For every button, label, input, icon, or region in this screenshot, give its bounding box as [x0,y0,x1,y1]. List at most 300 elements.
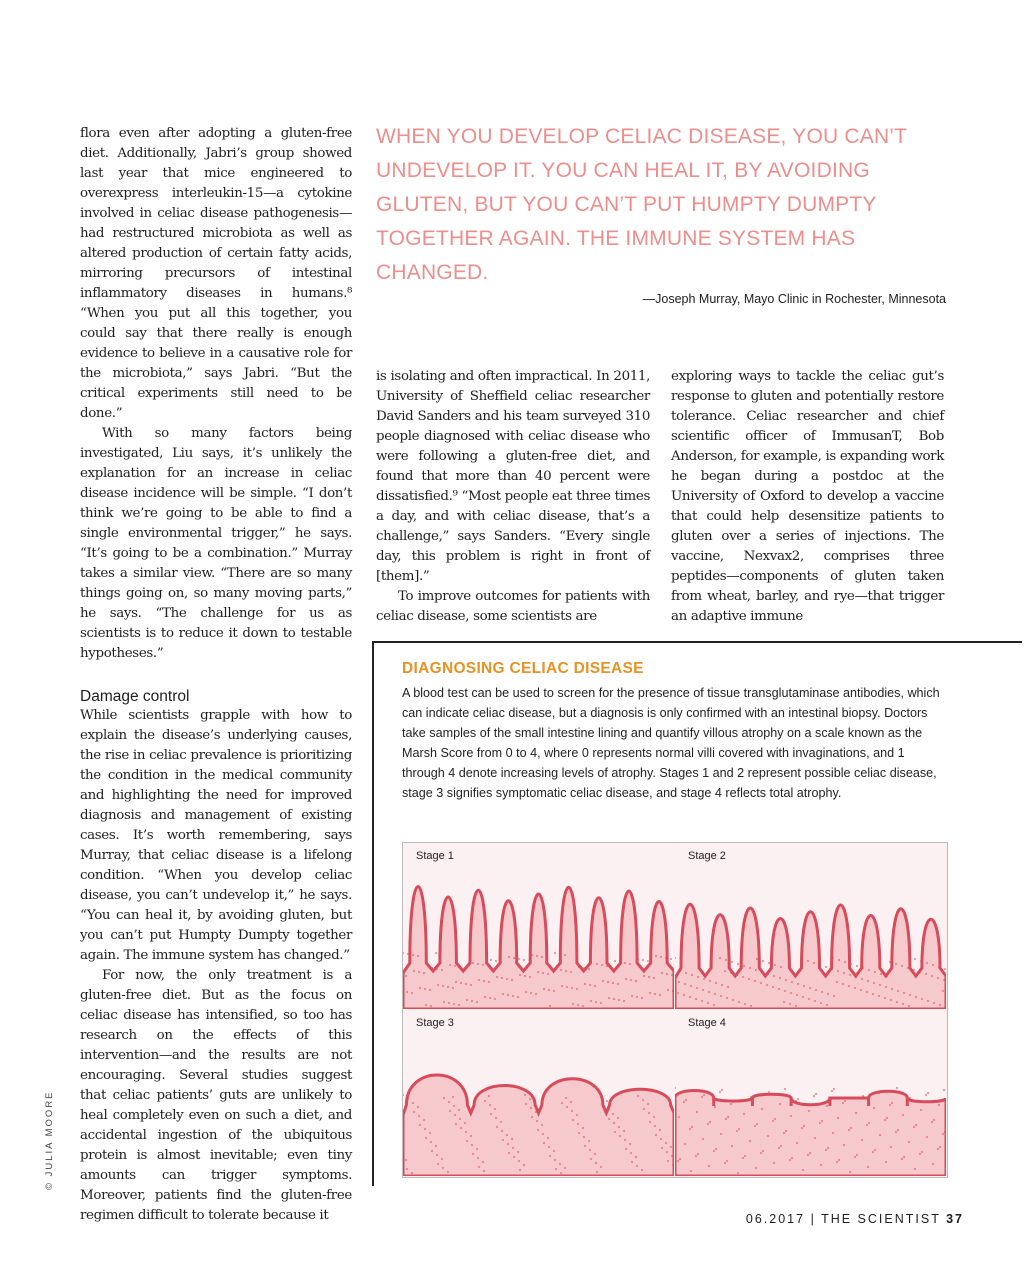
tissue-cell-dot [478,979,480,981]
sidebar-body: A blood test can be used to screen for the presence of tissue transglutaminase antibodies, which can indicate celiac disease, but a diagnosis is only confirmed with an intestinal biopsy. Doctors take samples of the small intestine lining and quantify villous atrophy on a scale known as the Marsh Score from 0 to 4, where 0 represents normal villi covered with invaginations, and 1 through 4 denote increasing levels of atrophy. Stages 1 and 2 represent possible celiac disease, stage 3 signifies symptomatic celiac disease, and stage 4 reflects total atrophy. [402,686,940,800]
tissue-cell-dot [939,1146,941,1148]
tissue-cell-dot [730,972,732,974]
tissue-cell-dot [926,962,928,964]
tissue-cell-dot [613,998,615,1000]
stage-4-panel [675,1010,946,1176]
tissue-cell-dot [848,1129,850,1131]
tissue-cell-dot [561,985,563,987]
tissue-cell-dot [600,1166,602,1168]
tissue-cell-dot [629,1143,631,1145]
tissue-cell-dot [789,1159,791,1161]
tissue-cell-dot [488,981,490,983]
tissue-cell-dot [678,981,680,983]
tissue-cell-dot [524,1094,526,1096]
tissue-cell-dot [702,1138,704,1140]
tissue-cell-dot [684,1143,686,1145]
tissue-cell-dot [850,1127,852,1129]
tissue-cell-dot [795,1100,797,1102]
tissue-cell-dot [732,1101,734,1103]
tissue-cell-dot [889,961,891,963]
tissue-cell-dot [671,1155,673,1157]
tissue-cell-dot [643,975,645,977]
tissue-cell-dot [489,997,491,999]
tissue-cell-dot [720,995,722,997]
tissue-cell-dot [827,993,829,995]
tissue-cell-dot [431,1150,433,1152]
tissue-cell-dot [838,1159,840,1161]
tissue-cell-dot [577,1004,579,1006]
tissue-cell-dot [885,1161,887,1163]
tissue-cell-dot [541,956,543,958]
tissue-cell-dot [536,1120,538,1122]
tissue-cell-dot [903,992,905,994]
tissue-cell-dot [637,1095,639,1097]
tissue-cell-dot [665,957,667,959]
tissue-cell-dot [878,1092,880,1094]
tissue-cell-dot [459,1118,461,1120]
tissue-cell-dot [714,1106,716,1108]
tissue-cell-dot [661,972,663,974]
tissue-cell-dot [441,1158,443,1160]
tissue-cell-dot [565,1097,567,1099]
tissue-cell-dot [921,998,923,1000]
tissue-cell-dot [406,1168,408,1170]
tissue-cell-dot [778,988,780,990]
tissue-cell-dot [772,986,774,988]
body-paragraph: exploring ways to tackle the celiac gut’s response to gluten and potentially restore tolerance. Celiac researcher and chief scientific officer of ImmusanT, Bob Anderson, for example, is expanding work he began during a postdoc at the University of Oxford to develop a vaccine that could help desensitize patients to gluten over a series of injections. The vaccine, Nexvax2, comprises three peptides—components of gluten taken from wheat, barley, and rye—that trigger an adaptive immune [671,369,944,624]
tissue-cell-dot [659,1129,661,1131]
tissue-cell-dot [535,1111,537,1113]
tissue-cell-dot [518,1160,520,1162]
tissue-cell-dot [453,1105,455,1107]
tissue-cell-dot [519,1169,521,1171]
tissue-cell-dot [731,961,733,963]
tissue-cell-dot [913,1126,915,1128]
tissue-cell-dot [709,1121,711,1123]
tissue-cell-dot [412,954,414,956]
tissue-cell-dot [490,1113,492,1115]
tissue-cell-dot [821,991,823,993]
tissue-cell-dot [547,973,549,975]
tissue-cell-dot [508,956,510,958]
tissue-cell-dot [511,979,513,981]
tissue-cell-dot [472,962,474,964]
tissue-cell-dot [801,1127,803,1129]
tissue-cell-dot [679,970,681,972]
tissue-cell-dot [902,1114,904,1116]
tissue-cell-dot [726,997,728,999]
tissue-cell-dot [502,1139,504,1141]
tissue-cell-dot [879,1134,881,1136]
tissue-cell-dot [801,958,803,960]
tissue-cell-dot [943,1089,945,1091]
tissue-cell-dot [772,1120,774,1122]
tissue-cell-dot [754,1125,756,1127]
tissue-cell-dot [689,1128,691,1130]
tissue-cell-dot [873,982,875,984]
tissue-cell-dot [701,1096,703,1098]
body-paragraph: For now, the only treatment is a gluten-free diet. But as the focus on celiac disease has intensified, so too has research on the effects of this intervention—and the results are not encouraging. Several studies suggest that celiac patients’ guts are unlikely to heal completely even on such a diet, and accidental ingestion of the ubiquitous protein is almost inevitable; even tiny amounts can trigger symptoms. Moreover, patients find the gluten-free regimen difficult to tolerate because it [80,968,352,1223]
tissue-cell-dot [725,959,727,961]
tissue-cell-dot [631,995,633,997]
tissue-cell-dot [766,1093,768,1095]
tissue-cell-dot [774,964,776,966]
tissue-cell-dot [836,981,838,983]
tissue-cell-dot [583,1136,585,1138]
tissue-cell-dot [666,1151,668,1153]
tissue-cell-dot [588,968,590,970]
tissue-cell-dot [549,1155,551,1157]
tissue-cell-dot [566,1106,568,1108]
tissue-cell-dot [943,979,945,981]
tissue-cell-dot [762,1150,764,1152]
tissue-cell-dot [513,957,515,959]
tissue-cell-dot [441,969,443,971]
tissue-cell-dot [425,1137,427,1139]
tissue-cell-dot [938,1104,940,1106]
tissue-cell-dot [861,978,863,980]
tissue-cell-dot [885,986,887,988]
tissue-cell-dot [614,960,616,962]
tissue-cell-dot [768,962,770,964]
tissue-cell-dot [460,982,462,984]
tissue-cell-dot [560,969,562,971]
tissue-cell-dot [555,968,557,970]
tissue-cell-dot [594,1153,596,1155]
tissue-cell-dot [921,1151,923,1153]
tissue-cell-dot [790,992,792,994]
tissue-cell-dot [802,996,804,998]
tissue-cell-dot [572,1119,574,1121]
tissue-cell-dot [618,999,620,1001]
tissue-cell-dot [868,1122,870,1124]
tissue-cell-dot [684,983,686,985]
tissue-cell-dot [496,976,498,978]
tissue-cell-dot [807,1154,809,1156]
tissue-cell-dot [937,977,939,979]
tissue-cell-dot [909,1097,911,1099]
tissue-cell-dot [737,963,739,965]
tissue-cell-dot [744,1155,746,1157]
tissue-cell-dot [435,952,437,954]
tissue-cell-dot [838,959,840,961]
tissue-cell-dot [572,1003,574,1005]
tissue-cell-dot [703,1094,705,1096]
tissue-cell-dot [631,1161,633,1163]
article-column-1 [80,124,352,1226]
tissue-cell-dot [460,1127,462,1129]
tissue-cell-dot [417,955,419,957]
tissue-cell-dot [507,994,509,996]
article-column-2 [376,367,650,627]
tissue-cell-dot [927,1000,929,1002]
tissue-cell-dot [648,976,650,978]
tissue-cell-dot [797,983,799,985]
tissue-cell-dot [767,973,769,975]
tissue-cell-dot [476,1148,478,1150]
tissue-cell-dot [872,1151,874,1153]
tissue-cell-dot [536,955,538,957]
tissue-cell-dot [915,1124,917,1126]
tissue-cell-dot [707,1002,709,1004]
tissue-cell-dot [483,980,485,982]
tissue-cell-dot [708,991,710,993]
tissue-cell-dot [920,1109,922,1111]
tissue-cell-dot [642,959,644,961]
tissue-cell-dot [659,994,661,996]
tissue-cell-dot [625,1148,627,1150]
tissue-cell-dot [447,1171,449,1173]
tissue-cell-dot [783,1001,785,1003]
tissue-cell-dot [795,1005,797,1007]
tissue-cell-dot [902,1003,904,1005]
tissue-cell-dot [471,1144,473,1146]
tissue-cell-dot [907,1099,909,1101]
tissue-cell-dot [506,978,508,980]
tissue-cell-dot [607,981,609,983]
tissue-cell-dot [590,1158,592,1160]
tissue-cell-dot [683,994,685,996]
tissue-cell-dot [925,973,927,975]
tissue-cell-dot [886,975,888,977]
tissue-cell-dot [578,1132,580,1134]
tissue-cell-dot [470,1135,472,1137]
stage-1-panel [403,843,674,1009]
tissue-cell-dot [814,1137,816,1139]
tissue-cell-dot [724,970,726,972]
tissue-surface [403,887,674,1010]
tissue-cell-dot [803,1125,805,1127]
tissue-cell-dot [405,975,407,977]
tissue-cell-dot [727,986,729,988]
tissue-cell-dot [937,1148,939,1150]
tissue-cell-dot [653,977,655,979]
tissue-cell-dot [756,958,758,960]
tissue-cell-dot [773,1162,775,1164]
tissue-cell-dot [407,953,409,955]
tissue-cell-dot [660,1138,662,1140]
tissue-cell-dot [655,1134,657,1136]
tissue-cell-dot [750,1005,752,1007]
tissue-cell-dot [418,971,420,973]
tissue-cell-dot [501,1130,503,1132]
tissue-cell-dot [458,1004,460,1006]
tissue-cell-dot [867,980,869,982]
pull-quote-attribution: —Joseph Murray, Mayo Clinic in Rochester, Minnesota [642,292,946,306]
tissue-cell-dot [719,957,721,959]
stage-2-tissue-illustration [675,843,946,1009]
tissue-cell-dot [454,965,456,967]
tissue-cell-dot [654,993,656,995]
tissue-cell-dot [667,1160,669,1162]
tissue-cell-dot [874,1149,876,1151]
tissue-cell-dot [511,1138,513,1140]
tissue-cell-dot [635,980,637,982]
tissue-cell-dot [496,1126,498,1128]
tissue-cell-dot [636,996,638,998]
tissue-cell-dot [774,1118,776,1120]
tissue-cell-dot [919,971,921,973]
tissue-cell-dot [933,1002,935,1004]
tissue-cell-dot [843,1144,845,1146]
tissue-cell-dot [495,1117,497,1119]
tissue-cell-dot [541,1124,543,1126]
tissue-cell-dot [938,966,940,968]
tissue-cell-dot [727,1116,729,1118]
tissue-cell-dot [696,987,698,989]
tissue-cell-dot [500,1121,502,1123]
tissue-cell-dot [931,1121,933,1123]
tissue-cell-dot [944,1131,946,1133]
tissue-cell-dot [512,1147,514,1149]
tissue-cell-dot [623,1130,625,1132]
tissue-cell-dot [435,1145,437,1147]
tissue-cell-dot [425,1004,427,1006]
tissue-cell-dot [482,964,484,966]
tissue-cell-dot [454,1114,456,1116]
tissue-cell-dot [677,992,679,994]
tissue-cell-dot [472,1153,474,1155]
tissue-cell-dot [714,993,716,995]
tissue-cell-dot [590,1000,592,1002]
tissue-cell-dot [523,1164,525,1166]
tissue-cell-dot [661,1147,663,1149]
tissue-cell-dot [672,990,674,992]
tissue-cell-dot [848,985,850,987]
tissue-cell-dot [862,1095,864,1097]
tissue-cell-dot [571,1110,573,1112]
tissue-cell-dot [612,1113,614,1115]
tissue-cell-dot [648,1112,650,1114]
tissue-cell-dot [576,1114,578,1116]
tissue-cell-dot [625,978,627,980]
photo-credit: © JULIA MOORE [44,1090,55,1190]
tissue-cell-dot [707,1123,709,1125]
tissue-cell-dot [630,979,632,981]
tissue-cell-dot [564,1167,566,1169]
stage-label: Stage 1 [416,850,454,862]
tissue-cell-dot [760,982,762,984]
tissue-cell-dot [629,963,631,965]
tissue-cell-dot [530,992,532,994]
tissue-cell-dot [761,1108,763,1110]
tissue-cell-dot [429,1132,431,1134]
publication-name: THE SCIENTIST [821,1212,941,1226]
tissue-cell-dot [931,975,933,977]
tissue-cell-dot [942,990,944,992]
tissue-cell-dot [465,983,467,985]
tissue-cell-dot [543,988,545,990]
tissue-cell-dot [724,1162,726,1164]
tissue-cell-dot [925,1094,927,1096]
tissue-cell-dot [809,1152,811,1154]
tissue-cell-dot [525,1103,527,1105]
tissue-cell-dot [513,1156,515,1158]
tissue-cell-dot [619,961,621,963]
tissue-cell-dot [915,996,917,998]
tissue-cell-dot [517,996,519,998]
tissue-cell-dot [641,1169,643,1171]
tissue-cell-dot [601,964,603,966]
tissue-cell-dot [636,1165,638,1167]
tissue-cell-dot [808,998,810,1000]
tissue-cell-dot [602,980,604,982]
tissue-cell-dot [856,1154,858,1156]
tissue-cell-dot [588,1140,590,1142]
tissue-cell-dot [691,1126,693,1128]
tissue-cell-dot [913,969,915,971]
tissue-cell-dot [736,974,738,976]
tissue-cell-dot [874,971,876,973]
tissue-cell-dot [850,963,852,965]
tissue-cell-dot [495,960,497,962]
tissue-cell-dot [470,984,472,986]
tissue-cell-dot [561,1102,563,1104]
tissue-cell-dot [732,999,734,1001]
stage-3-panel [403,1010,674,1176]
tissue-cell-dot [815,1093,817,1095]
tissue-cell-dot [455,981,457,983]
tissue-cell-dot [667,989,669,991]
tissue-cell-dot [613,1122,615,1124]
tissue-cell-dot [855,976,857,978]
tissue-cell-dot [691,974,693,976]
tissue-cell-dot [464,967,466,969]
tissue-cell-dot [825,1149,827,1151]
tissue-cell-dot [914,958,916,960]
tissue-cell-dot [453,1003,455,1005]
tissue-cell-dot [895,963,897,965]
tissue-cell-dot [405,1159,407,1161]
tissue-cell-dot [767,1135,769,1137]
tissue-cell-dot [430,1141,432,1143]
tissue-cell-dot [488,1095,490,1097]
tissue-cell-dot [553,1150,555,1152]
tissue-cell-dot [419,987,421,989]
tissue-cell-dot [920,960,922,962]
tissue-cell-dot [785,979,787,981]
tissue-cell-dot [624,1139,626,1141]
tissue-cell-dot [442,985,444,987]
tissue-cell-dot [860,1097,862,1099]
tissue-cell-dot [455,1123,457,1125]
tissue-cell-dot [412,1102,414,1104]
tissue-cell-dot [653,1116,655,1118]
tissue-cell-dot [617,1117,619,1119]
tissue-cell-dot [531,1116,533,1118]
tissue-cell-dot [750,1096,752,1098]
tissue-cell-dot [813,962,815,964]
tissue-cell-dot [642,1099,644,1101]
body-paragraph: flora even after adopting a gluten-free diet. Additionally, Jabri’s group showed last year that mice engineered to overexpress interleukin-15—a cytokine involved in celiac disease pathogenesis—had restructured microbiota as well as altered production of certain fatty acids, mirroring precursors of intestinal inflammatory diseases in humans.⁸ “When you put all this together, you could say that there really is enough evidence to believe in a causative role for the microbiota,” says Jabri. “But the critical experiments still need to be done.” [80,126,352,421]
tissue-cell-dot [537,971,539,973]
tissue-cell-dot [647,960,649,962]
tissue-cell-dot [880,1090,882,1092]
tissue-cell-dot [721,1089,723,1091]
tissue-cell-dot [500,961,502,963]
tissue-cell-dot [423,1119,425,1121]
tissue-cell-dot [927,1092,929,1094]
tissue-cell-dot [884,1119,886,1121]
tissue-cell-dot [565,970,567,972]
tissue-cell-dot [589,984,591,986]
tissue-cell-dot [897,1129,899,1131]
tissue-cell-dot [449,1110,451,1112]
tissue-cell-dot [701,1000,703,1002]
tissue-cell-dot [926,1136,928,1138]
biopsy-illustration-grid [402,842,948,1178]
tissue-cell-dot [703,978,705,980]
